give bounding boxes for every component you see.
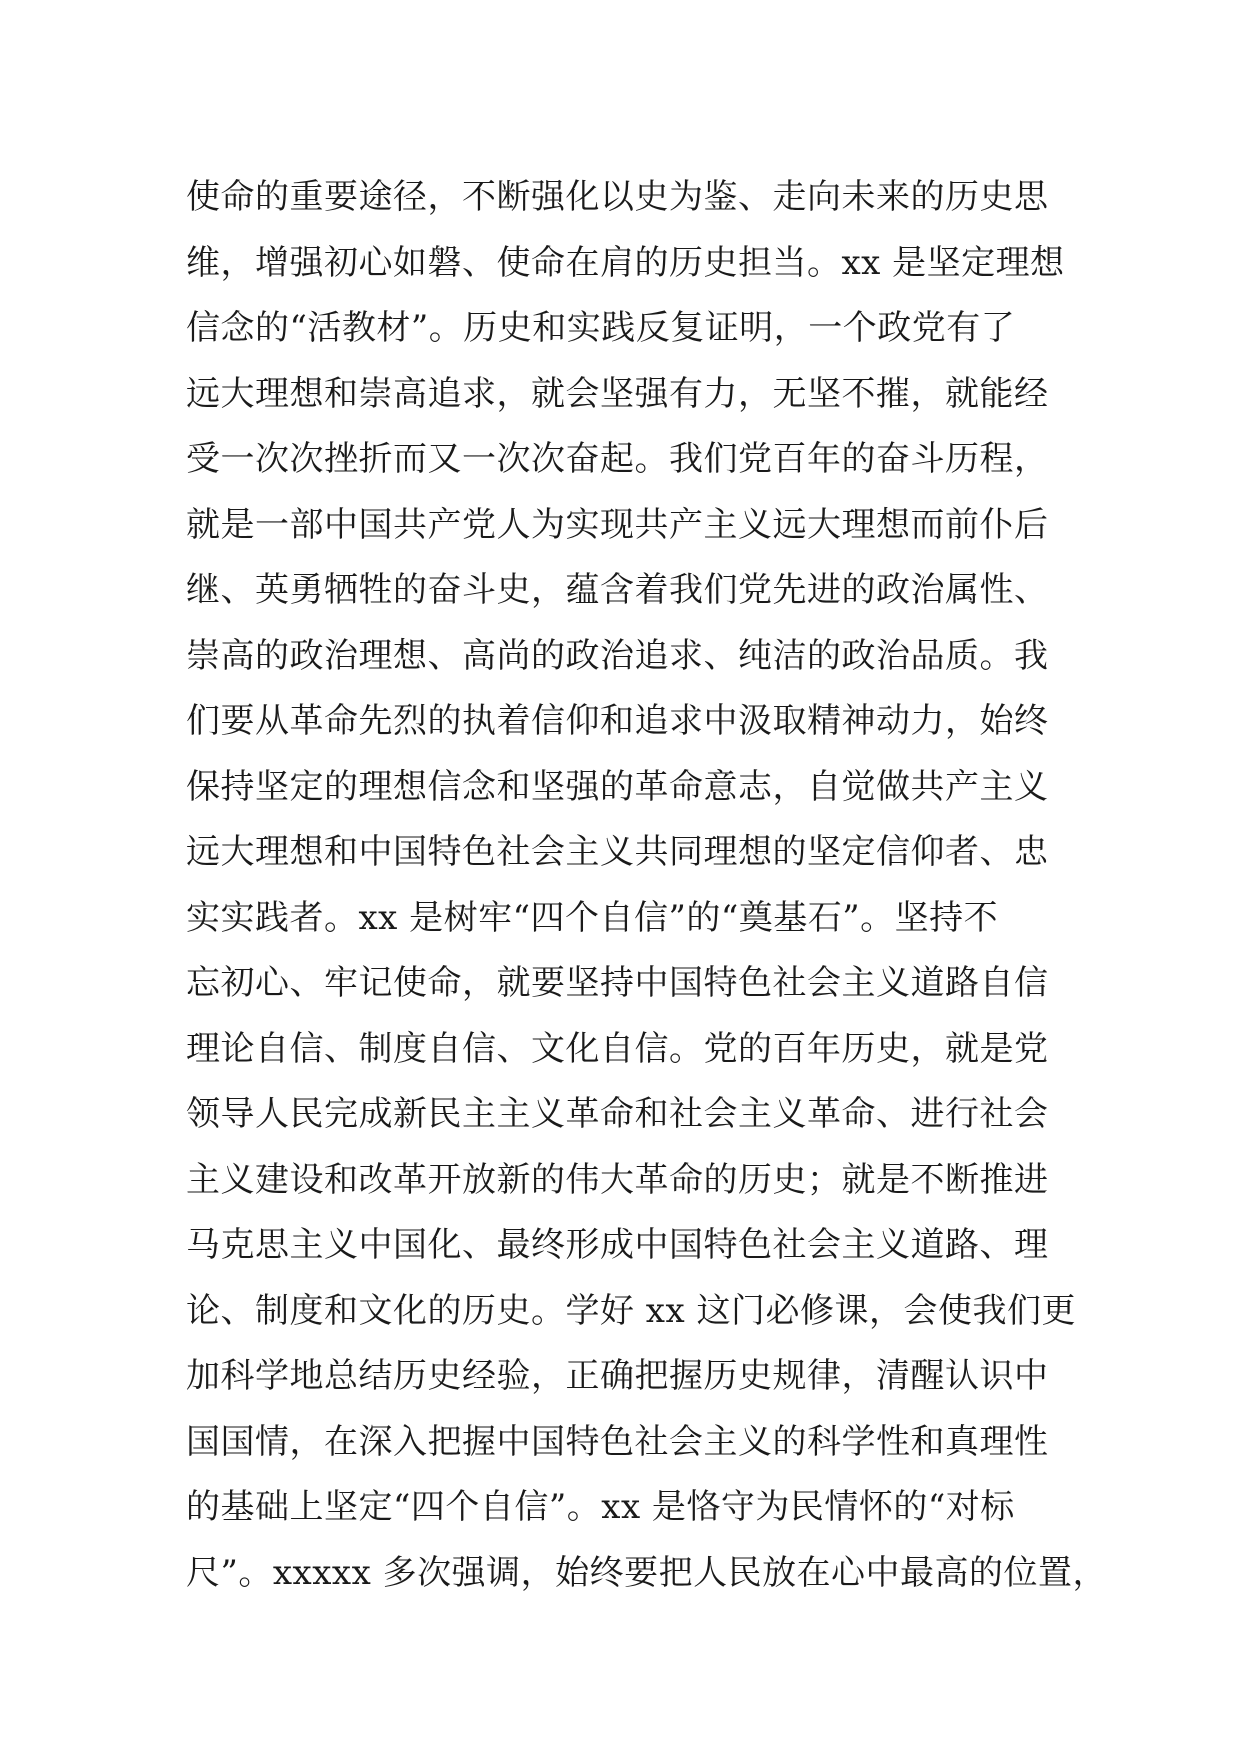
text-line: 保持坚定的理想信念和坚强的革命意志，自觉做共产主义 [186,766,1049,807]
text-line: 继、英勇牺牲的奋斗史，蕴含着我们党先进的政治属性、 [186,570,1049,610]
text-line: 们要从革命先烈的执着信仰和追求中汲取精神动力，始终 [186,701,1049,741]
text-line: 实实践者。xx 是树牢“四个自信”的“奠基石”。坚持不 [186,897,999,938]
text-line: 马克思主义中国化、最终形成中国特色社会主义道路、理 [186,1225,1049,1265]
text-line: 远大理想和中国特色社会主义共同理想的坚定信仰者、忠 [186,832,1049,872]
text-line: 国国情，在深入把握中国特色社会主义的科学性和真理性 [186,1421,1049,1462]
body-text [186,165,1108,1606]
text-line: 远大理想和崇高追求，就会坚强有力，无坚不摧，就能经 [186,373,1049,414]
text-line: 加科学地总结历史经验，正确把握历史规律，清醒认识中 [186,1356,1049,1396]
text-line: 使命的重要途径，不断强化以史为鉴、走向未来的历史思 [186,177,1049,217]
text-line: 理论自信、制度自信、文化自信。党的百年历史，就是党 [186,1028,1049,1069]
text-line: 信念的“活教材”。历史和实践反复证明，一个政党有了 [186,308,1016,348]
text-line: 领导人民完成新民主主义革命和社会主义革命、进行社会 [186,1094,1049,1134]
text-line: 尺”。xxxxx 多次强调，始终要把人民放在心中最高的位置， [186,1552,1108,1593]
text-line: 受一次次挫折而又一次次奋起。我们党百年的奋斗历程， [186,439,1049,479]
text-line: 主义建设和改革开放新的伟大革命的历史；就是不断推进 [186,1159,1049,1200]
text-line: 崇高的政治理想、高尚的政治追求、纯洁的政治品质。我 [186,635,1049,676]
text-line: 维，增强初心如磐、使命在肩的历史担当。xx 是坚定理想 [186,242,1065,283]
text-line: 忘初心、牢记使命，就要坚持中国特色社会主义道路自信 [186,963,1049,1003]
text-line: 就是一部中国共产党人为实现共产主义远大理想而前仆后 [186,504,1049,545]
text-line: 的基础上坚定“四个自信”。xx 是恪守为民情怀的“对标 [186,1487,1015,1527]
text-line: 论、制度和文化的历史。学好 xx 这门必修课，会使我们更 [186,1290,1076,1331]
